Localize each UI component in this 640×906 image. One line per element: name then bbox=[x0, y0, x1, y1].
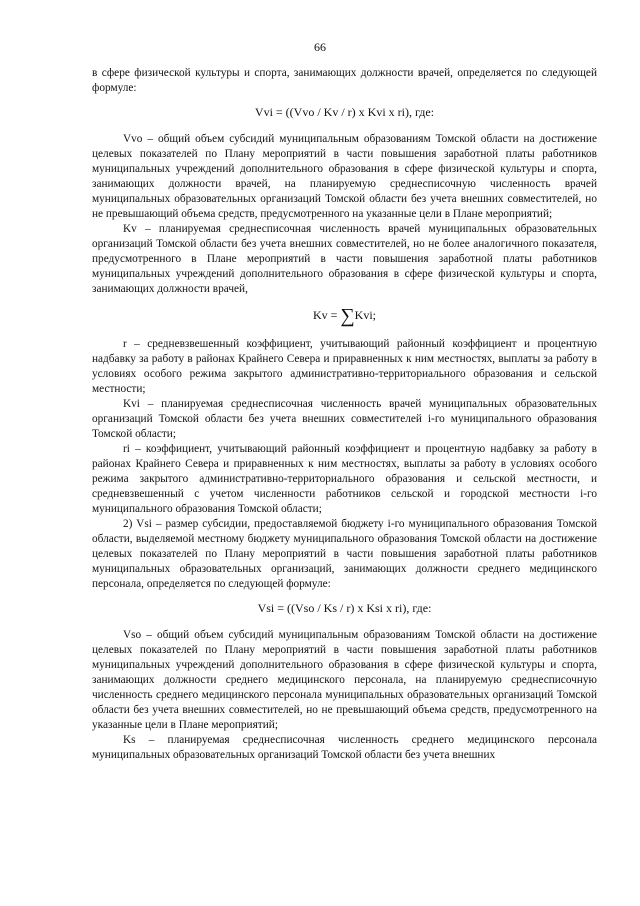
paragraph-r-definition: r – средневзвешенный коэффициент, учитывающий районный коэффициент и процентную надбавку за работу в районах Крайнего Севера и приравненных к ним местностях, выплаты за работу в условиях особого режима закрытого административно-территориального образования и сельской местности; bbox=[92, 338, 597, 395]
paragraph-vsi-intro: 2) Vsi – размер субсидии, предоставляемой бюджету i-го муниципального образования Томской области, выделяемой местному бюджету муниципального образования Томской области на достижение целевых показателей по Плану мероприятий в части повышения заработной платы работников муниципальных образовательных организаций, занимающих должности среднего медицинского персонала, определяется по следующей формуле: bbox=[92, 518, 597, 590]
page-number: 66 bbox=[314, 40, 326, 54]
paragraph-vso-definition: Vso – общий объем субсидий муниципальным образованиям Томской области на достижение целевых показателей по Плану мероприятий в части повышения заработной платы работников муниципальных учреждений дополнительного образования в сфере физической культуры и спорта, занимающих должности среднего медицинского персонала, на планируемую среднесписочную численность среднего медицинского персонала муниципальных образовательных организаций Томской области без учета внешних совместителей, но не превышающий объема средств, предусмотренного на указанные цели в Плане мероприятий; bbox=[92, 629, 597, 731]
paragraph-vvo-definition: Vvo – общий объем субсидий муниципальным образованиям Томской области на достижение целевых показателей по Плану мероприятий в части повышения заработной платы работников муниципальных учреждений дополнительного образования в сфере физической культуры и спорта, занимающих должности врачей, на планируемую среднесписочную численность врачей муниципальных образовательных организаций Томской области без учета внешних совместителей, но не превышающий объема средств, предусмотренного на указанные цели в Плане мероприятий; bbox=[92, 133, 597, 220]
formula-kv-sum bbox=[92, 305, 597, 327]
paragraph-ks-definition: Ks – планируемая среднесписочная численность среднего медицинского персонала муниципальных образовательных организаций Томской области без учета внешних bbox=[92, 734, 597, 761]
formula-vsi: Vsi = ((Vso / Ks / r) x Ksi x ri), где: bbox=[257, 601, 432, 615]
paragraph-kv-definition: Kv – планируемая среднесписочная численность врачей муниципальных образовательных организаций Томской области без учета внешних совместителей, но не более аналогичного показателя, предусмотренного в Плане мероприятий в части повышения заработной платы работников муниципальных учреждений дополнительного образования в сфере физической культуры и спорта, занимающих должности врачей, bbox=[92, 223, 597, 295]
sum-symbol: ∑ bbox=[340, 305, 355, 327]
paragraph-ri-definition: ri – коэффициент, учитывающий районный коэффициент и процентную надбавку за работу в районах Крайнего Севера и приравненных к ним местностях, выплаты за работу в условиях особого режима закрытого административно-территориального образования и сельской местности, и средневзвешенный с учетом численности работников сельской и городской местности i-го муниципального образования Томской области; bbox=[92, 443, 597, 515]
paragraph-kvi-definition: Kvi – планируемая среднесписочная численность врачей муниципальных образовательных организаций Томской области без учета внешних совместителей i-го муниципального образования Томской области; bbox=[92, 398, 597, 440]
page-body bbox=[92, 66, 597, 763]
formula-vvi: Vvi = ((Vvo / Kv / r) x Kvi x ri), где: bbox=[254, 105, 435, 119]
paragraph-intro: в сфере физической культуры и спорта, занимающих должности врачей, определяется по следующей формуле: bbox=[92, 67, 597, 94]
formula-kv-left: Kv = bbox=[312, 308, 341, 322]
formula-kv-right: Kvi; bbox=[354, 308, 377, 322]
